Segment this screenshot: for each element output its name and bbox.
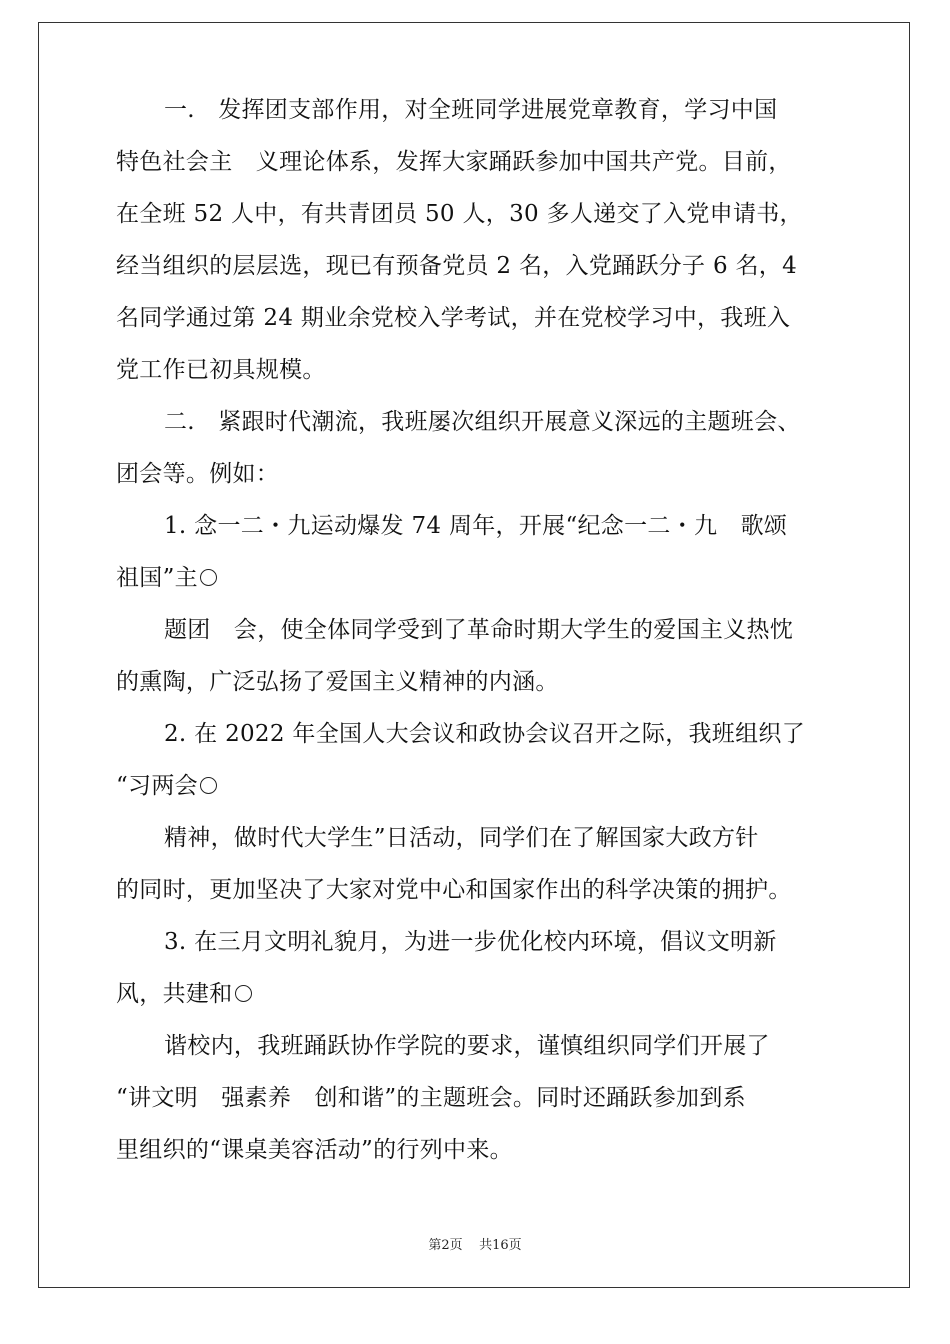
- circle-mark-icon: [200, 569, 217, 586]
- text-line: “讲文明 强素养 创和谐”的主题班会。同时还踊跃参加到系: [116, 1085, 746, 1111]
- text-line: 3. 在三月文明礼貌月，为进一步优化校内环境，倡议文明新: [164, 929, 777, 955]
- text-line: 二. 紧跟时代潮流，我班屡次组织开展意义深远的主题班会、: [164, 409, 801, 435]
- text-line: 特色社会主 义理论体系，发挥大家踊跃参加中国共产党。目前，: [116, 149, 792, 175]
- text-line-with-mark: [116, 979, 252, 1009]
- text-line: 风，共建和: [116, 981, 233, 1007]
- page-total: 共16页: [479, 1238, 522, 1253]
- text-line: 名同学通过第 24 期业余党校入学考试，并在党校学习中，我班入: [116, 305, 791, 331]
- text-line: “习两会: [116, 773, 198, 799]
- text-line: 的同时，更加坚决了大家对党中心和国家作出的科学决策的拥护。: [116, 877, 792, 903]
- text-line: 谐校内，我班踊跃协作学院的要求，谨慎组织同学们开展了: [164, 1033, 770, 1059]
- text-line: 经当组织的层层选，现已有预备党员 2 名，入党踊跃分子 6 名，4: [116, 253, 798, 279]
- text-line-with-mark: [116, 563, 217, 593]
- text-line-with-mark: [116, 771, 217, 801]
- text-line: 题团 会，使全体同学受到了革命时期大学生的爱国主义热忱: [164, 617, 794, 643]
- circle-mark-icon: [235, 985, 252, 1002]
- text-line: 团会等。例如：: [116, 461, 280, 487]
- text-line: 的熏陶，广泛弘扬了爱国主义精神的内涵。: [116, 669, 559, 695]
- text-line: 2. 在 2022 年全国人大会议和政协会议召开之际，我班组织了: [164, 721, 806, 747]
- circle-mark-icon: [200, 777, 217, 794]
- text-line: 祖国”主: [116, 565, 198, 591]
- text-line: 在全班 52 人中，有共青团员 50 人，30 多人递交了入党申请书，: [116, 201, 803, 227]
- text-line: 里组织的“课桌美容活动”的行列中来。: [116, 1137, 513, 1163]
- page-footer: [0, 1234, 950, 1253]
- text-line: 党工作已初具规模。: [116, 357, 326, 383]
- text-line: 精神，做时代大学生”日活动，同学们在了解国家大政方针: [164, 825, 759, 851]
- text-line: 一. 发挥团支部作用，对全班同学进展党章教育，学习中国: [164, 97, 778, 123]
- page-number: 第2页: [428, 1238, 463, 1253]
- text-line: 1. 念一二・九运动爆发 74 周年，开展“纪念一二・九 歌颂: [164, 513, 788, 539]
